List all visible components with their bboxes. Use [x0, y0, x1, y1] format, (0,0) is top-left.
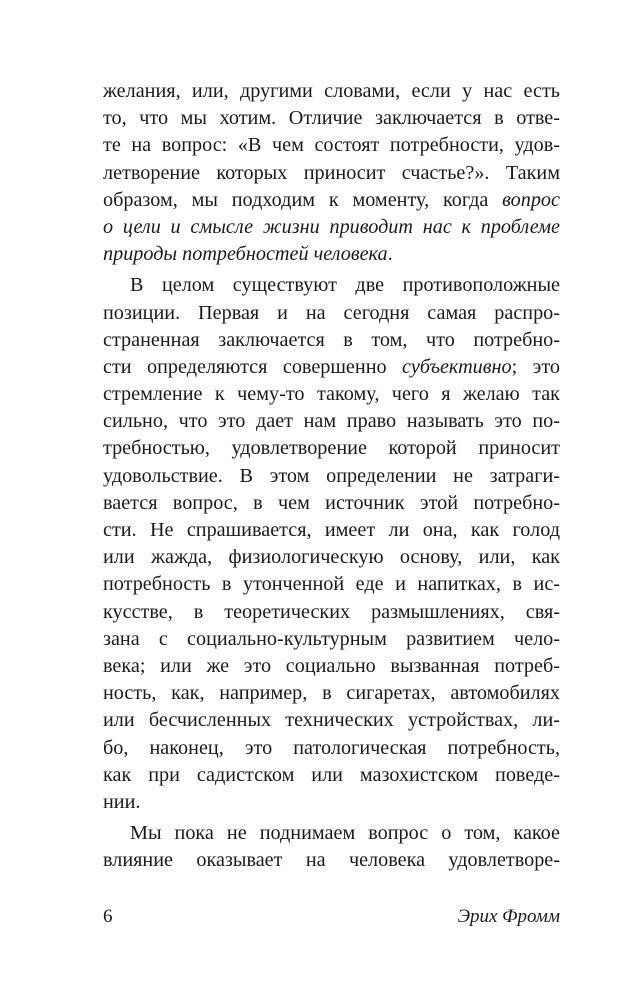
text-line: бо, наконец, это патологическая потребность, [103, 736, 560, 759]
text-line: как при садистском или мазохистском поведе- [103, 763, 560, 786]
text-line [103, 187, 560, 214]
text-line: желания, или, другими словами, если у нас есть [103, 80, 560, 102]
text-line: века; или же это социально вызванная потреб- [103, 654, 560, 677]
text-line: кусстве, в теоретических размышлениях, свя- [103, 600, 560, 623]
running-head-author: Эрих Фромм [457, 906, 560, 927]
text-run: сти определяются совершенно [103, 355, 403, 378]
text-line: сти. Не спрашивается, имеет ли она, как голод [103, 519, 560, 541]
text-run: . [387, 243, 393, 266]
text-line: вается вопрос, в чем источник этой потребно- [103, 491, 560, 514]
text-line: страненная заключается в том, что потребно- [103, 328, 560, 351]
text-line: летворение которых приносит счастье?». Таким [103, 161, 560, 184]
text-line: требностью, удовлетворение которой приносит [103, 437, 560, 460]
text-line: или бесчисленных технических устройствах, ли- [103, 709, 560, 732]
text-line: или жажда, физиологическую основу, или, как [103, 546, 560, 569]
text-line: нии. [103, 790, 141, 813]
italic-text-run: вопрос [502, 188, 560, 211]
italic-text-run: природы потребностей человека [103, 243, 388, 266]
text-line: влияние оказывает на человека удовлетворе- [103, 849, 560, 872]
text-line: удовольствие. В этом определении не затраги- [103, 464, 560, 487]
text-run: образом, мы подходим к моменту, когда [103, 188, 503, 211]
book-page-text [103, 78, 560, 874]
text-line: Мы пока не поднимаем вопрос о том, какое [130, 822, 560, 845]
text-run: ; это [511, 355, 560, 378]
text-line: ность, как, например, в сигаретах, автомобилях [103, 682, 560, 705]
paragraph-2 [103, 272, 560, 816]
paragraph-1 [103, 78, 560, 268]
italic-text-line: о цели и смысле жизни приводит нас к проблеме [103, 215, 560, 238]
text-line: то, что мы хотим. Отличие заключается в отве- [103, 107, 560, 130]
page-number: 6 [103, 906, 113, 927]
text-line: зана с социально-культурным развитием чело- [103, 627, 560, 650]
italic-text-run: субъективно [402, 355, 512, 378]
text-line [103, 241, 560, 268]
text-line: те на вопрос: «В чем состоят потребности, удов- [103, 134, 560, 157]
text-line: позиции. Первая и на сегодня самая распро- [103, 301, 560, 324]
text-line [103, 354, 560, 381]
text-line: сильно, что это дает нам право называть это по- [103, 410, 560, 433]
text-line: потребность в утонченной еде и напитках, в ис- [103, 573, 560, 596]
text-line: В целом существуют две противоположные [130, 274, 560, 297]
paragraph-3 [103, 820, 560, 874]
text-line: стремление к чему-то такому, чего я желаю так [103, 383, 560, 406]
page-footer [103, 902, 560, 932]
